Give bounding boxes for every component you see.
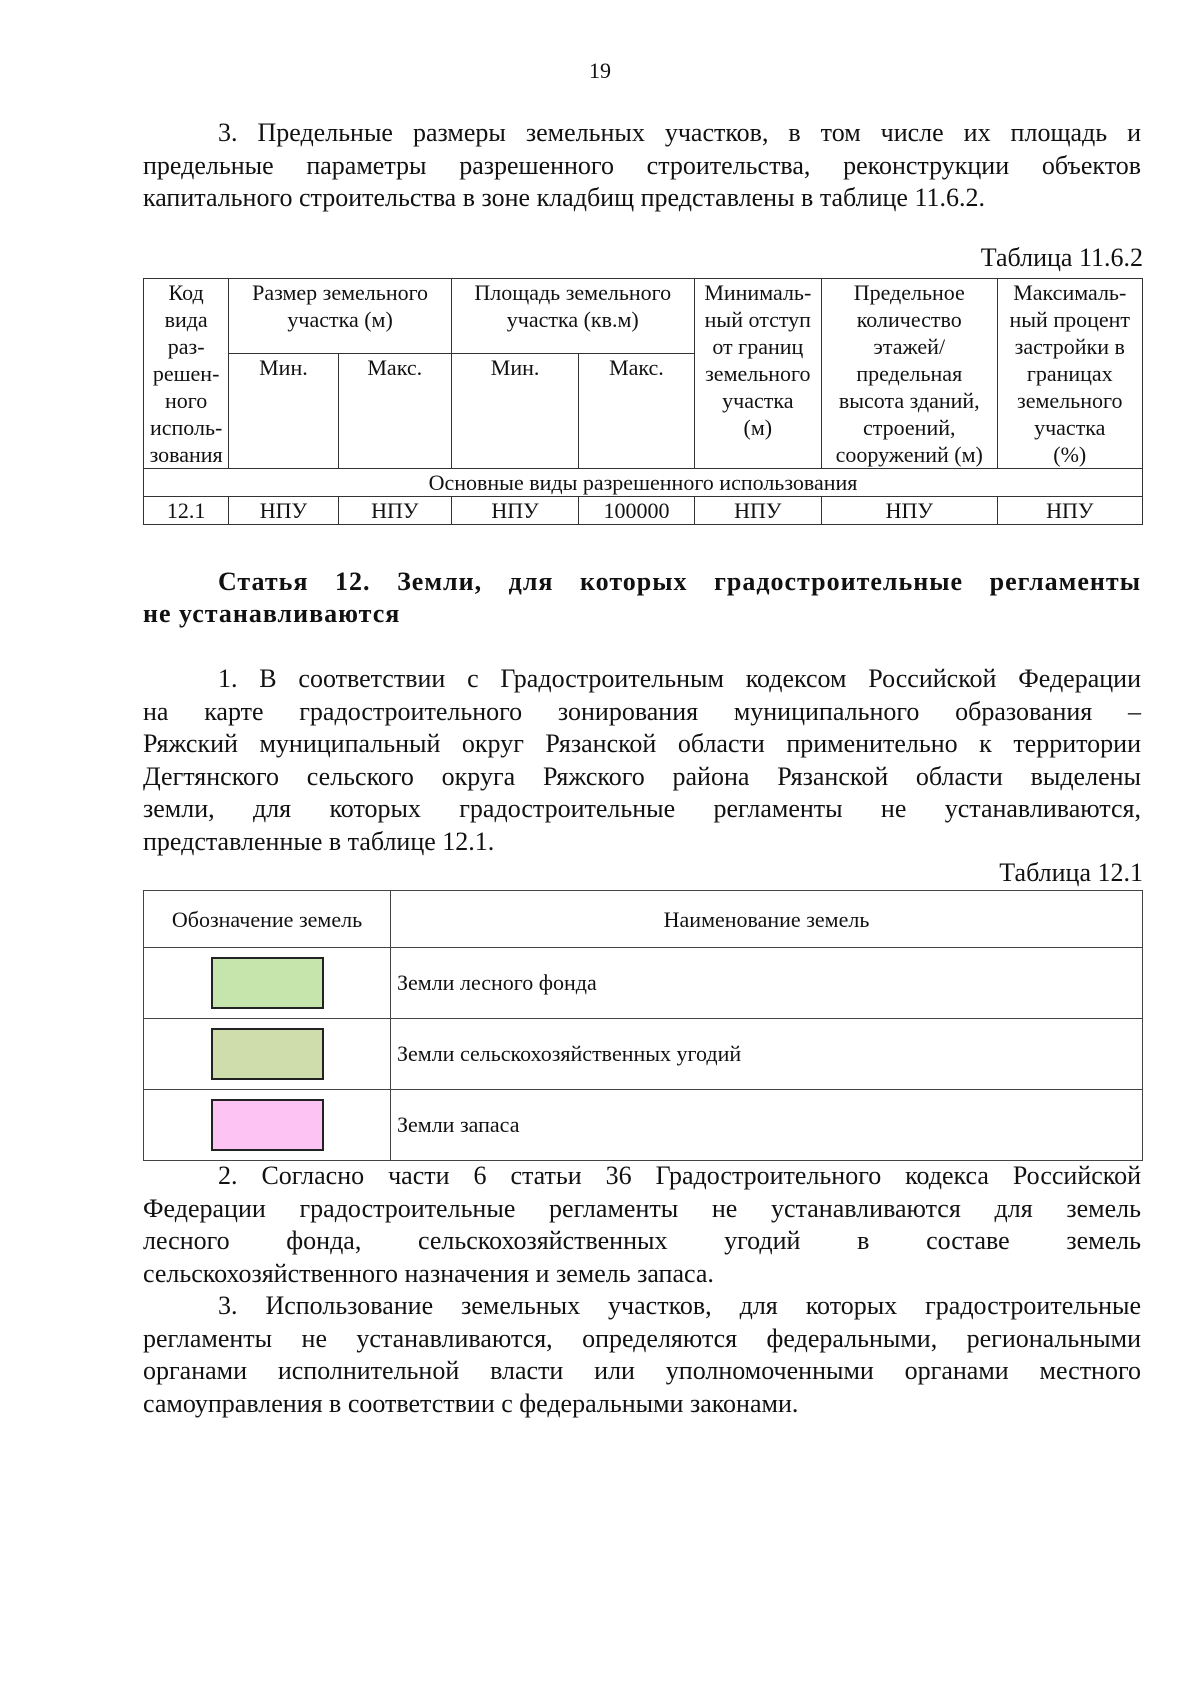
- text-line: 3. Использование земельных участков, для которых градостроительные: [218, 1291, 1141, 1320]
- table-11-6-2: [143, 278, 1143, 525]
- text-line: самоуправления в соответствии с федеральными законами.: [143, 1388, 799, 1418]
- header-percent: Максималь- ный процент застройки в границах земельного участка (%): [997, 279, 1142, 469]
- table-cell: 100000: [579, 497, 694, 525]
- table-row: [144, 1090, 1143, 1161]
- land-name: Земли лесного фонда: [391, 948, 1143, 1019]
- table-cell: НПУ: [822, 497, 998, 525]
- text-line: 1. В соответствии с Градостроительным кодексом Российской Федерации: [218, 664, 1141, 693]
- text-line: предельные параметры разрешенного строительства, реконструкции объектов: [143, 150, 1141, 180]
- table-12-1: [143, 890, 1143, 1161]
- header-name: Наименование земель: [391, 891, 1143, 948]
- legend-cell: [144, 1019, 391, 1090]
- text-line: 2. Согласно части 6 статьи 36 Градостроительного кодекса Российской: [218, 1161, 1141, 1190]
- heading-line: не устанавливаются: [143, 599, 401, 628]
- table-row: [144, 1019, 1143, 1090]
- paragraph-article-12-2: [143, 1160, 1141, 1290]
- table-cell: 12.1: [144, 497, 229, 525]
- text-line: капитального строительства в зоне кладбищ представлены в таблице 11.6.2.: [143, 183, 985, 212]
- table-cell: НПУ: [338, 497, 451, 525]
- land-name: Земли запаса: [391, 1090, 1143, 1161]
- text-line: на карте градостроительного зонирования муниципального образования –: [143, 696, 1141, 726]
- legend-cell: [144, 1090, 391, 1161]
- table-row: [144, 497, 1143, 525]
- header-size-min: Мин.: [229, 354, 338, 469]
- legend-cell: [144, 948, 391, 1019]
- table-cell: НПУ: [997, 497, 1142, 525]
- table-caption-1162: Таблица 11.6.2: [980, 243, 1143, 272]
- text-line: лесного фонда, сельскохозяйственных угодий в составе земель: [143, 1226, 1141, 1255]
- reserve-land-swatch: [211, 1099, 324, 1151]
- paragraph-article-12-1: [143, 663, 1141, 858]
- header-size-max: Макс.: [338, 354, 451, 469]
- table-row: [144, 948, 1143, 1019]
- section-title: Основные виды разрешенного использования: [144, 469, 1143, 497]
- header-area: Площадь земельного участка (кв.м): [451, 279, 694, 354]
- table-caption-121: Таблица 12.1: [999, 858, 1143, 887]
- text-line: сельскохозяйственного назначения и земель запаса.: [143, 1258, 714, 1288]
- table-cell: НПУ: [451, 497, 578, 525]
- header-floors: Предельное количество этажей/ предельная высота зданий, строений, сооружений (м): [822, 279, 998, 469]
- paragraph-article-12-3: [143, 1290, 1141, 1420]
- agricultural-land-swatch: [211, 1028, 324, 1080]
- header-size: Размер земельного участка (м): [229, 279, 452, 354]
- text-line: Дегтянского сельского округа Ряжского района Рязанской области выделены: [143, 761, 1141, 791]
- paragraph-zone-limits: [143, 117, 1141, 215]
- article-12-heading: [143, 566, 1141, 630]
- text-line: земли, для которых градостроительные регламенты не устанавливаются,: [143, 794, 1141, 823]
- forest-land-swatch: [211, 957, 324, 1009]
- header-offset: Минималь- ный отступ от границ земельного участка (м): [694, 279, 821, 469]
- header-symbol: Обозначение земель: [144, 891, 391, 948]
- heading-line: Статья 12. Земли, для которых градостроительные регламенты: [218, 567, 1141, 596]
- text-line: органами исполнительной власти или уполномоченными органами местного: [143, 1356, 1141, 1385]
- table-cell: НПУ: [694, 497, 821, 525]
- header-code: Код вида раз- решен- ного исполь- зования: [144, 279, 229, 469]
- text-line: представленные в таблице 12.1.: [143, 826, 495, 856]
- text-line: Ряжский муниципальный округ Рязанской области применительно к территории: [143, 729, 1141, 758]
- table-cell: НПУ: [229, 497, 338, 525]
- land-name: Земли сельскохозяйственных угодий: [391, 1019, 1143, 1090]
- text-line: регламенты не устанавливаются, определяются федеральными, региональными: [143, 1323, 1141, 1353]
- header-area-min: Мин.: [451, 354, 578, 469]
- page-number: 19: [589, 58, 611, 83]
- text-line: Федерации градостроительные регламенты не устанавливаются для земель: [143, 1193, 1141, 1223]
- text-line: 3. Предельные размеры земельных участков, в том числе их площадь и: [218, 118, 1141, 147]
- header-area-max: Макс.: [579, 354, 694, 469]
